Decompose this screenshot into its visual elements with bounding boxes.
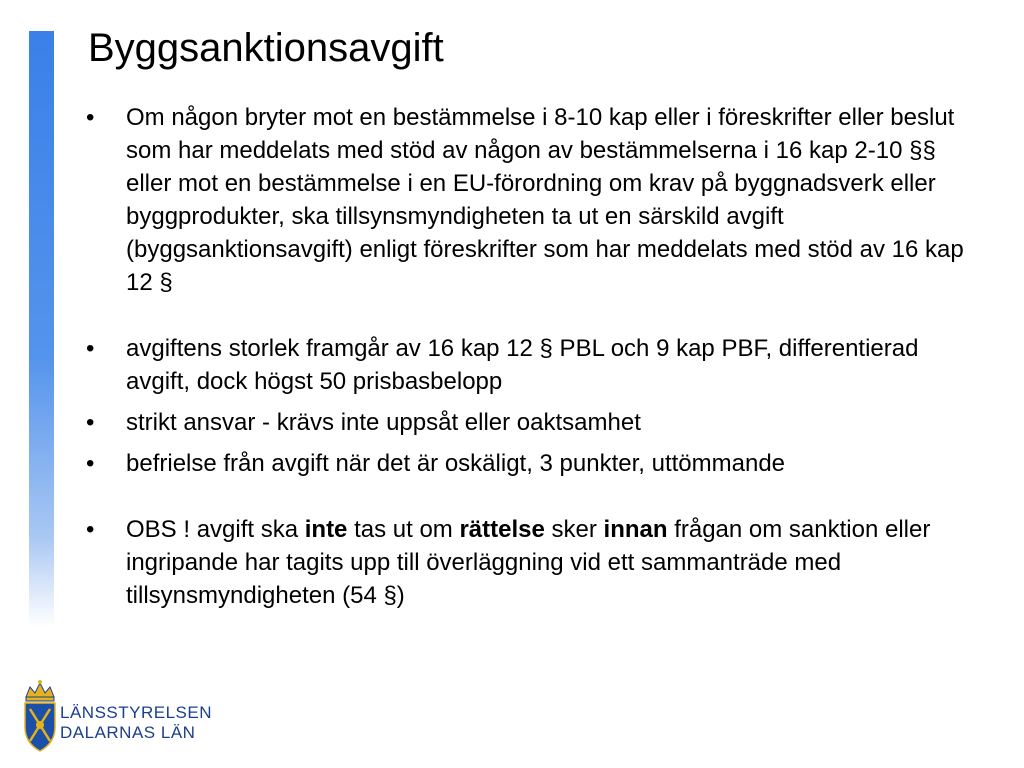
bullet-marker: • <box>86 104 95 131</box>
lansstyrelsen-logo <box>20 677 220 757</box>
slide-title: Byggsanktionsavgift <box>88 26 444 70</box>
bullet-text: OBS ! avgift ska <box>126 516 305 543</box>
bullet-marker: • <box>86 335 95 362</box>
bullet-list <box>86 101 981 620</box>
logo-line-2: DALARNAS LÄN <box>60 723 196 742</box>
bullet-text-bold: rättelse <box>459 516 545 543</box>
coat-of-arms-icon <box>20 677 60 757</box>
bullet-text: strikt ansvar - krävs inte uppsåt eller oaktsamhet <box>126 409 641 436</box>
bullet-marker: • <box>86 409 95 436</box>
accent-bar <box>29 31 54 627</box>
bullet-marker: • <box>86 516 95 543</box>
bullet-item <box>86 406 981 439</box>
bullet-marker: • <box>86 450 95 477</box>
bullet-item <box>86 447 981 480</box>
bullet-text: Om någon bryter mot en bestämmelse i 8-10 kap eller i föreskrifter eller beslut som har meddelats med stöd av någon av bestämmelserna i 16 kap 2-10 §§ eller mot en bestämmelse i en EU-förordning om krav på byggnadsverk eller byggprodukter, ska tillsynsmyndigheten ta ut en särskild avgift (byggsanktionsavgift) enligt föreskrifter som har meddelats med stöd av 16 kap 12 § <box>126 104 964 296</box>
bullet-item <box>86 101 981 299</box>
bullet-text: sker <box>544 516 604 543</box>
bullet-item <box>86 513 981 612</box>
logo-text <box>60 703 212 743</box>
bullet-text: avgiftens storlek framgår av 16 kap 12 § PBL och 9 kap PBF, differentierad avgift, dock högst 50 prisbasbelopp <box>126 335 919 395</box>
logo-line-1: LÄNSSTYRELSEN <box>60 703 212 722</box>
bullet-item <box>86 332 981 398</box>
bullet-text: frågan om sanktion eller ingripande har tagits upp till överläggning vid ett sammanträde med tillsynsmyndigheten (54 §) <box>126 516 931 609</box>
bullet-text-bold: inte <box>304 516 348 543</box>
bullet-text-bold: innan <box>603 516 668 543</box>
bullet-text: befrielse från avgift när det är oskäligt, 3 punkter, uttömmande <box>126 450 786 477</box>
bullet-text: tas ut om <box>347 516 460 543</box>
